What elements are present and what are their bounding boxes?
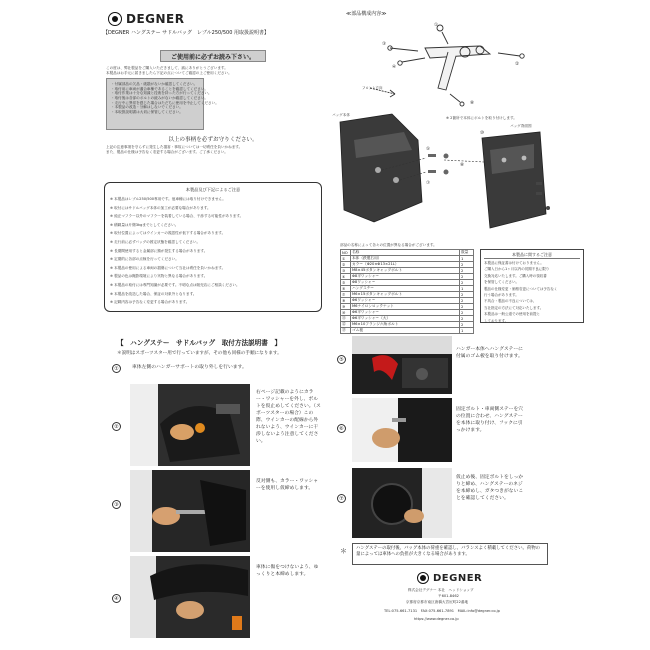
step-6-number: ⑥ xyxy=(337,424,346,433)
company-name: 株式会社デグナー 本社 ヘッドショップ xyxy=(408,588,474,592)
step-5-number: ⑤ xyxy=(337,355,346,364)
degner-logo xyxy=(108,12,185,26)
part-quantity: 1 xyxy=(460,256,474,262)
part-quantity: 2 xyxy=(460,316,474,322)
part-number: ⑫ xyxy=(341,322,351,328)
parts-table-caption: 部品の名称によって各々の位置が異なる場合がございます。 xyxy=(340,243,437,247)
svg-text:⑦: ⑦ xyxy=(426,181,431,186)
warning-item: ・取付前に車両が適合車種であることを確認してください。 xyxy=(111,86,209,91)
install-note-box xyxy=(352,543,548,565)
part-name: ハングステー xyxy=(351,286,460,292)
exploded-parts-diagram xyxy=(330,18,530,108)
step-4-text: 車体に傷をつけないよう、ゆっくりと本締めします。 xyxy=(256,565,319,577)
svg-text:④: ④ xyxy=(392,65,397,70)
notes-panel xyxy=(104,182,322,312)
parts-table xyxy=(340,249,474,334)
part-quantity: 2 xyxy=(460,280,474,286)
bag-body-label: バッグ本体 xyxy=(332,113,350,117)
note-line: ※ 定期的に各部の点検を行ってください。 xyxy=(110,257,179,262)
notes-heading: 本製品及び下記によるご注意 xyxy=(185,187,241,192)
logo-wordmark: DEGNER xyxy=(126,12,185,26)
important-list xyxy=(484,260,580,324)
important-notice-box xyxy=(480,249,584,323)
step-3-text: 反対側も、カラー・ワッシャーを使用し仮締めします。 xyxy=(256,479,319,491)
svg-text:③: ③ xyxy=(382,42,387,47)
note-line: ※ 純正マフラー以外のマフラーを装着している場合、干渉する可能性があります。 xyxy=(110,214,244,219)
part-name: Φ6平ワッシャー xyxy=(351,310,460,316)
page-title: 【DEGNER ハングステー サドルバッグ レブル250/500 用取扱説明書】 xyxy=(103,30,269,36)
part-number: ⑧ xyxy=(341,298,351,304)
important-line: 本製品は一般公道での使用を前提と xyxy=(484,312,540,317)
parts-diagram-caption: ≪部品構成内容≫ xyxy=(346,11,387,17)
important-line: 当社指定の方法にて対応いたします。 xyxy=(484,305,544,310)
note-line: ※ 本製品はレブル250/500専用です。他車種には取り付けできません。 xyxy=(110,197,226,201)
notes-list xyxy=(110,195,316,307)
logo-mark-icon xyxy=(417,572,429,584)
svg-text:⑧: ⑧ xyxy=(470,101,475,106)
svg-text:①: ① xyxy=(434,23,439,28)
bag-note-top: ※ 2箇所で本体にボルトを取り付けします。 xyxy=(446,116,517,120)
part-quantity: 2 xyxy=(460,292,474,298)
warning-item: ・取付作業は十分な知識と技術を持った方が行ってください。 xyxy=(111,91,212,96)
step-6-photo xyxy=(352,398,452,462)
degner-footer-logo xyxy=(417,572,482,584)
parts-table-row xyxy=(341,328,474,334)
note-line: ※ 製品の色は撮影環境により実物と異なる場合があります。 xyxy=(110,274,208,279)
part-name: M6×10フランジ六角ボルト xyxy=(351,322,460,328)
part-name: Φ8平ワッシャー xyxy=(351,274,460,280)
part-quantity: 2 xyxy=(460,268,474,274)
step-7-number: ⑦ xyxy=(337,494,346,503)
front-direction-label: フロント方向 xyxy=(362,86,383,90)
part-number: ③ xyxy=(341,268,351,274)
part-number: ⑪ xyxy=(341,316,351,322)
note-line: ※ 積載量は片側3kgまでとしてください。 xyxy=(110,222,179,227)
step-4-number: ④ xyxy=(112,594,121,603)
company-contact: TEL:075-661-7131 FAX:075-661-7891 MAIL:info@degner.co.jp xyxy=(384,609,500,613)
logo-mark-icon xyxy=(108,12,122,26)
part-name: M6ナイロンロックナット xyxy=(351,304,460,310)
part-number: ⑤ xyxy=(341,280,351,286)
warning-item: ・走行中に異常を感じた場合はただちに使用を中止してください。 xyxy=(111,100,219,105)
part-name: Φ6平ワッシャー（大） xyxy=(351,316,460,322)
warning-item: ・本取扱説明書は大切に保管してください。 xyxy=(111,109,183,114)
part-name: Φ6ワッシャー xyxy=(351,298,460,304)
svg-text:⑧: ⑧ xyxy=(460,163,465,168)
step-5-text: ハンガー本体へハングステーに付属のゴム板を取り付けます。 xyxy=(456,347,523,359)
parts-header-no: NO xyxy=(341,250,351,256)
company-url[interactable]: https://www.degner.co.jp xyxy=(414,617,459,621)
warning-intro-line: 本製品はお手元に届きましたら下記の点についてご確認の上ご使用ください。 xyxy=(106,70,232,75)
step-6-text: 固定ボルト・車両側ステーを穴の位置に合わせ、ハングステーを本体に取り付け、フックに引っかけます。 xyxy=(456,407,524,433)
step-1-number: ① xyxy=(112,364,121,373)
part-number: ① xyxy=(341,256,351,262)
warning-item: ・取付後は各部のボルトの緩みがないか確認してください。 xyxy=(111,95,209,100)
important-line: 本製品に保証書は付けておりません。 xyxy=(484,261,544,265)
part-number: ⑩ xyxy=(341,310,351,316)
note-line: ※ 取付位置によってはウインカーの視認性が低下する場合があります。 xyxy=(110,231,226,236)
part-name: M6×15ボタンキャップボルト xyxy=(351,292,460,298)
part-quantity: 2 xyxy=(460,304,474,310)
part-quantity: 1 xyxy=(460,328,474,334)
part-quantity: 2 xyxy=(460,310,474,316)
warning-closing: 以上の事柄を必ずお守りください。 xyxy=(168,137,258,144)
important-line: 不具合・製品の不良については、 xyxy=(484,299,537,304)
company-postal: 〒601-8462 xyxy=(438,594,459,598)
important-line: 行う場合があります。 xyxy=(484,293,519,298)
install-note: ハングステーの取付後、バッグ本体の荷重を確認し、バランスよく積載してください。荷物の量によっては車体への負担が大きくなる場合があります。 xyxy=(356,546,541,557)
svg-text:⑩: ⑩ xyxy=(480,131,485,136)
part-quantity: 1 xyxy=(460,286,474,292)
part-name: ゴム板 xyxy=(351,328,460,334)
warning-heading: ご使用前に必ずお読み下さい。 xyxy=(170,53,255,61)
svg-text:②: ② xyxy=(515,62,520,67)
bag-mounting-diagram xyxy=(334,110,554,242)
part-number: ⑬ xyxy=(341,328,351,334)
note-line: ※ 長期間使用すると金属部に錆が発生する場合があります。 xyxy=(110,248,208,253)
note-asterisk-icon: ＊ xyxy=(340,547,347,555)
warning-footer-line: 上記の注意事項を守らずに発生した損害・事故については一切責任を負いかねます。 xyxy=(106,145,243,150)
important-line: 製品の仕様変更・価格変更については予告なく xyxy=(484,286,558,291)
important-line: ご購入日から1ヶ月以内の初期不良に限り xyxy=(484,267,550,272)
important-line: しております。 xyxy=(484,318,509,323)
warning-item: ・付属部品の欠品・破損がないか確認してください。 xyxy=(111,82,198,87)
warning-footer-line: また、製品の仕様は予告なく変更する場合がございます。ご了承ください。 xyxy=(106,149,228,154)
important-line: を保管してください。 xyxy=(484,280,519,285)
important-heading: 本製品に関するご注意 xyxy=(484,252,580,259)
step-4-photo xyxy=(130,556,250,638)
part-name: Φ8ワッシャー xyxy=(351,280,460,286)
note-line: ※ 取付にはサドルバッグ本体の加工が必要な場合があります。 xyxy=(110,205,211,210)
step-7-photo xyxy=(352,468,452,538)
part-number: ⑦ xyxy=(341,292,351,298)
part-name: 本体（鉄製右用） xyxy=(351,256,460,262)
step-2-number: ② xyxy=(112,422,121,431)
important-line: 交換対応いたします。ご購入時の領収書 xyxy=(484,273,547,278)
svg-text:⑤: ⑤ xyxy=(426,147,431,152)
part-quantity: 2 xyxy=(460,262,474,268)
warning-panel xyxy=(106,50,320,172)
parts-header-name: 名称 xyxy=(351,250,460,256)
step-5-photo xyxy=(352,336,452,394)
note-line: ※ 本製品の使用による車両の損傷について当社は責任を負いかねます。 xyxy=(110,265,226,270)
install-subtitle: ＊説明はスポーツスター用で行っていますが、その他も同様の手順になります。 xyxy=(117,351,282,356)
parts-header-qty: 数量 xyxy=(460,250,474,256)
step-2-photo xyxy=(130,384,250,466)
note-line: ※ 本製品の取付には専門知識が必要です。不明な点は販売店にご相談ください。 xyxy=(110,282,240,287)
step-3-photo xyxy=(130,470,250,552)
step-7-text: 仮止め後、固定ボルトをしっかりと締め、ハングステーのネジを本締めし、ガタつきがないことを確認してください。 xyxy=(456,475,524,501)
warning-item: ・本製品の改造・分解はしないでください。 xyxy=(111,105,183,110)
part-number: ⑥ xyxy=(341,286,351,292)
logo-wordmark: DEGNER xyxy=(433,572,483,584)
part-quantity: 2 xyxy=(460,298,474,304)
step-1-text: 車体左側のハンガーサポートの取り外しを行います。 xyxy=(132,365,247,370)
part-name: M8×45ボタンキャップボルト xyxy=(351,268,460,274)
part-number: ⑨ xyxy=(341,304,351,310)
install-title: 【 ハングステー サドルバッグ 取付方法説明書 】 xyxy=(117,339,282,347)
note-line: ※ 走行前に必ずバッグの固定状態を確認してください。 xyxy=(110,239,201,244)
note-line: ※ 本製品を改造した場合、保証の対象外となります。 xyxy=(110,291,197,296)
company-address: 京都府京都市南区唐橋大宮尻町22番地 xyxy=(406,600,469,604)
part-quantity: 2 xyxy=(460,274,474,280)
part-number: ② xyxy=(341,262,351,268)
warning-items-box xyxy=(106,78,219,130)
warning-heading-box xyxy=(160,50,266,62)
bag-back-label: バッグ背面図 xyxy=(510,124,532,128)
part-number: ④ xyxy=(341,274,351,280)
warning-intro-line: この度は、弊社製品をご購入いただきまして、誠にありがとうございます。 xyxy=(106,66,228,70)
step-3-number: ③ xyxy=(112,500,121,509)
part-quantity: 2 xyxy=(460,322,474,328)
step-2-text: 右ページ記載のようにカラー・ワッシャーを外し、ボルトを仮止めしてください。（スポーツスターの場合）この際、ウインカーの配線から外れないよう、ウインカーに干渉しないよう注意してください。 xyxy=(256,390,321,444)
note-line: ※ 記載内容は予告なく変更する場合があります。 xyxy=(110,300,190,305)
part-name: カラー（Φ20×Φ13×21L） xyxy=(351,262,460,268)
